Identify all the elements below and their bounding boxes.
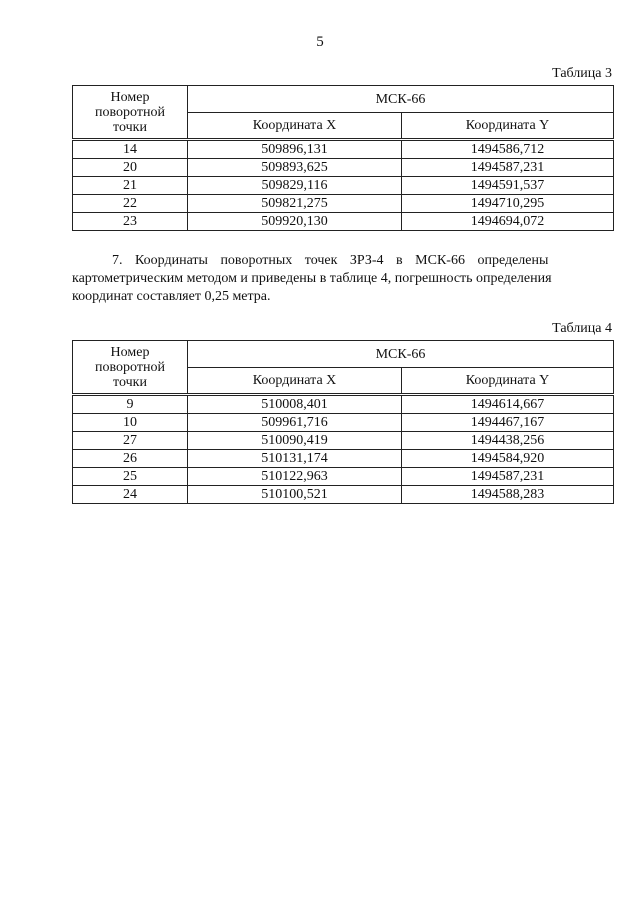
x-coordinate-cell: 509920,130 [188, 213, 402, 231]
point-number-header-line: поворотной [95, 359, 165, 375]
x-coordinate-cell: 510131,174 [188, 450, 402, 468]
paragraph-7 [72, 252, 614, 306]
point-number-cell: 9 [73, 395, 188, 414]
point-number-header-line: поворотной [95, 104, 165, 120]
point-number-cell: 25 [73, 468, 188, 486]
y-coordinate-cell: 1494587,231 [402, 468, 614, 486]
y-coordinate-cell: 1494710,295 [402, 195, 614, 213]
y-coordinate-cell: 1494587,231 [402, 159, 614, 177]
table-row [73, 140, 614, 159]
table-3 [72, 85, 614, 231]
x-coordinate-cell: 509961,716 [188, 414, 402, 432]
table-3-caption: Таблица 3 [552, 66, 612, 81]
paragraph-line: картометрическим методом и приведены в таблице 4, погрешность определения [72, 271, 552, 286]
coordinate-system-header: МСК-66 [188, 341, 614, 368]
y-coordinate-cell: 1494438,256 [402, 432, 614, 450]
paragraph-line: 7. Координаты поворотных точек ЗРЗ-4 в МСК-66 определены [112, 253, 549, 268]
x-column-header: Координата X [188, 368, 402, 395]
table-row [73, 395, 614, 414]
point-number-cell: 27 [73, 432, 188, 450]
y-coordinate-cell: 1494586,712 [402, 140, 614, 159]
x-coordinate-cell: 510090,419 [188, 432, 402, 450]
table-4 [72, 340, 614, 504]
table-row [73, 432, 614, 450]
table-row [73, 468, 614, 486]
point-number-header [73, 341, 188, 395]
table-row [73, 177, 614, 195]
table-row [73, 213, 614, 231]
table-row [73, 414, 614, 432]
point-number-cell: 21 [73, 177, 188, 195]
table-row [73, 486, 614, 504]
point-number-cell: 24 [73, 486, 188, 504]
y-column-header: Координата Y [402, 113, 614, 140]
y-coordinate-cell: 1494588,283 [402, 486, 614, 504]
y-coordinate-cell: 1494694,072 [402, 213, 614, 231]
x-column-header: Координата X [188, 113, 402, 140]
x-coordinate-cell: 510122,963 [188, 468, 402, 486]
table-row [73, 450, 614, 468]
point-number-header-line: Номер [110, 344, 150, 360]
point-number-header-line: точки [113, 119, 147, 135]
x-coordinate-cell: 510008,401 [188, 395, 402, 414]
y-coordinate-cell: 1494584,920 [402, 450, 614, 468]
point-number-cell: 23 [73, 213, 188, 231]
point-number-header-line: точки [113, 374, 147, 390]
point-number-cell: 14 [73, 140, 188, 159]
point-number-header [73, 86, 188, 140]
point-number-cell: 26 [73, 450, 188, 468]
x-coordinate-cell: 509896,131 [188, 140, 402, 159]
table-row [73, 195, 614, 213]
y-coordinate-cell: 1494591,537 [402, 177, 614, 195]
y-column-header: Координата Y [402, 368, 614, 395]
page-number: 5 [316, 34, 324, 50]
table-4-caption: Таблица 4 [552, 321, 612, 336]
point-number-header-line: Номер [110, 89, 150, 105]
y-coordinate-cell: 1494467,167 [402, 414, 614, 432]
x-coordinate-cell: 509829,116 [188, 177, 402, 195]
coordinate-system-header: МСК-66 [188, 86, 614, 113]
point-number-cell: 20 [73, 159, 188, 177]
x-coordinate-cell: 509893,625 [188, 159, 402, 177]
table-row [73, 159, 614, 177]
point-number-cell: 22 [73, 195, 188, 213]
paragraph-line: координат составляет 0,25 метра. [72, 289, 271, 304]
y-coordinate-cell: 1494614,667 [402, 395, 614, 414]
x-coordinate-cell: 509821,275 [188, 195, 402, 213]
x-coordinate-cell: 510100,521 [188, 486, 402, 504]
point-number-cell: 10 [73, 414, 188, 432]
